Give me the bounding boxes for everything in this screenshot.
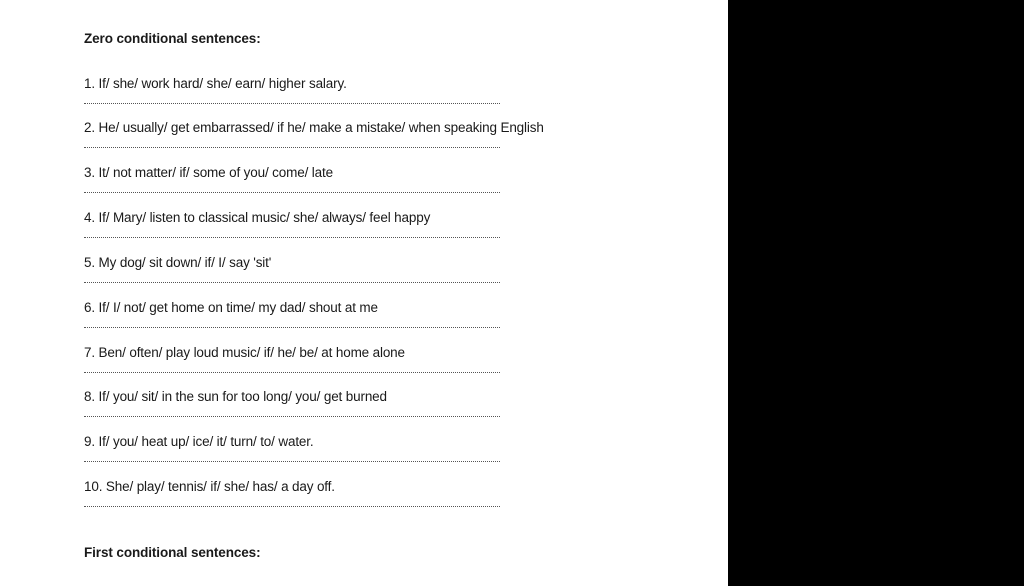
answer-line [84, 327, 500, 328]
exercise-item-7 [84, 345, 624, 361]
exercise-item-8 [84, 389, 624, 405]
answer-line [84, 147, 500, 148]
exercise-prompt: 1. If/ she/ work hard/ she/ earn/ higher salary. [84, 76, 347, 91]
answer-line [84, 192, 500, 193]
exercise-prompt: 7. Ben/ often/ play loud music/ if/ he/ be/ at home alone [84, 345, 405, 360]
answer-line [84, 416, 500, 417]
exercise-item-1 [84, 76, 624, 92]
exercise-item-2 [84, 120, 624, 136]
exercise-item-4 [84, 210, 624, 226]
exercise-prompt: 9. If/ you/ heat up/ ice/ it/ turn/ to/ water. [84, 434, 314, 449]
exercise-prompt: 2. He/ usually/ get embarrassed/ if he/ make a mistake/ when speaking English [84, 120, 544, 135]
exercise-prompt: 6. If/ I/ not/ get home on time/ my dad/ shout at me [84, 300, 378, 315]
answer-line [84, 282, 500, 283]
answer-line [84, 461, 500, 462]
exercise-item-5 [84, 255, 624, 271]
answer-line [84, 372, 500, 373]
section-title-first-conditional: First conditional sentences: [84, 545, 261, 560]
answer-line [84, 103, 500, 104]
exercise-prompt: 10. She/ play/ tennis/ if/ she/ has/ a day off. [84, 479, 335, 494]
section-title-zero-conditional: Zero conditional sentences: [84, 31, 261, 46]
exercise-prompt: 4. If/ Mary/ listen to classical music/ she/ always/ feel happy [84, 210, 431, 225]
answer-line [84, 506, 500, 507]
exercise-prompt: 8. If/ you/ sit/ in the sun for too long/ you/ get burned [84, 389, 387, 404]
exercise-item-3 [84, 165, 624, 181]
exercise-item-6 [84, 300, 624, 316]
black-side-panel [728, 0, 1024, 586]
exercise-prompt: 3. It/ not matter/ if/ some of you/ come/ late [84, 165, 333, 180]
answer-line [84, 237, 500, 238]
exercise-item-10 [84, 479, 624, 495]
exercise-item-9 [84, 434, 624, 450]
exercise-prompt: 5. My dog/ sit down/ if/ I/ say 'sit' [84, 255, 272, 270]
